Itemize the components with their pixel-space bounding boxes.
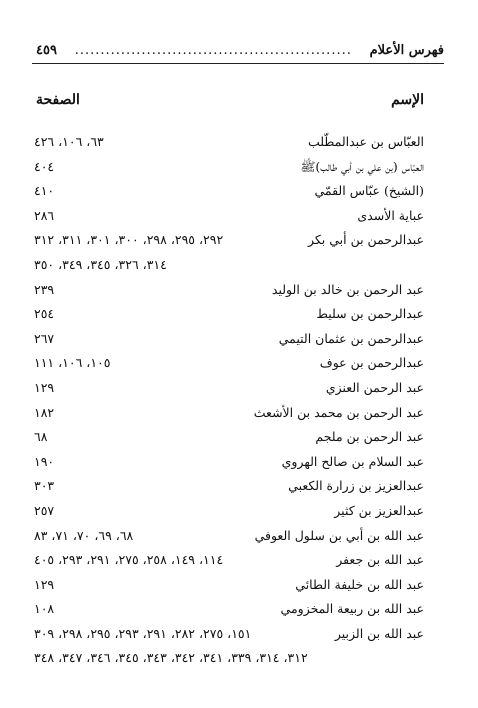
index-entries	[34, 134, 424, 675]
index-entry	[34, 355, 424, 380]
entry-name: عبد الرحمن بن محمد بن الأشعث	[253, 404, 424, 420]
entry-name: عبد الله بن ربيعة المخزومي	[280, 601, 424, 617]
header-page-number: ٤٥٩	[36, 42, 57, 58]
entry-name: عبد الرحمن بن خالد بن الوليد	[271, 281, 424, 297]
entry-pages: ١٢٩	[34, 576, 55, 592]
entry-name: (الشيخ) عبّاس القمّي	[314, 183, 424, 199]
index-entry	[34, 429, 424, 454]
entry-pages: ٢٥٤	[34, 306, 55, 322]
entry-name: عبدالرحمن بن أبي بكر	[307, 232, 424, 248]
entry-pages: ٢٥٧	[34, 502, 55, 518]
entry-pages: ٣٠٣	[34, 478, 55, 494]
entry-pages: ٣١٢، ٣١٤، ٣٣٩، ٣٤١، ٣٤٢، ٣٤٣، ٣٤٥، ٣٤٦، ٣٤٧، ٣٤٨	[34, 650, 308, 666]
entry-name: عبد الرحمن بن ملجم	[315, 429, 424, 445]
entry-pages: ٢٨٦	[34, 207, 55, 223]
entry-pages: ١٢٩	[34, 379, 55, 395]
entry-name: العبّاس بن عبدالمطّلب	[307, 134, 424, 149]
entry-name: عبدالرحمن بن عوف	[319, 355, 424, 371]
header-rule	[32, 63, 444, 64]
entry-pages: ٦٣، ١٠٦، ٤٢٦	[34, 134, 104, 149]
index-entry	[34, 306, 424, 331]
entry-name: العبّاس (بن علي بن أبي طالب)ﷺ	[300, 158, 424, 174]
header-leader-dots: ......................................................	[74, 42, 352, 58]
header-title: فهرس الأعلام	[369, 42, 444, 58]
index-entry	[34, 208, 424, 233]
entry-pages: ١١٤، ١٤٩، ٢٥٨، ٢٧٥، ٢٩١، ٢٩٣، ٤٠٥	[34, 552, 224, 568]
index-entry	[34, 282, 424, 307]
index-entry	[34, 577, 424, 602]
entry-pages: ٢٣٩	[34, 281, 55, 297]
index-entry	[34, 626, 424, 651]
entry-pages: ١٨٢	[34, 404, 55, 420]
entry-name: عبدالعزيز بن كثير	[334, 502, 424, 518]
entry-pages: ٣١٤، ٣٢٦، ٣٤٥، ٣٤٩، ٣٥٠	[34, 256, 167, 272]
column-heading-name: الإسم	[391, 92, 424, 108]
entry-name: عبدالرحمن بن سليط	[316, 306, 424, 322]
entry-pages: ٦٨	[34, 429, 48, 445]
entry-name: عبد الله بن خليفة الطائي	[295, 576, 424, 592]
running-header	[36, 40, 444, 60]
index-entry	[34, 601, 424, 626]
entry-name: عبدالرحمن بن عثمان التيمي	[278, 330, 424, 346]
index-entry	[34, 159, 424, 184]
entry-pages: ٢٩٢، ٢٩٥، ٢٩٨، ٣٠٠، ٣٠١، ٣١١، ٣١٢	[34, 232, 224, 248]
index-entry	[34, 650, 424, 675]
index-entry	[34, 454, 424, 479]
entry-pages: ٤١٠	[34, 183, 55, 199]
entry-name: عبدالعزيز بن زرارة الكعبي	[288, 478, 424, 494]
entry-pages: ٢٦٧	[34, 330, 55, 346]
index-entry	[34, 405, 424, 430]
index-entry	[34, 380, 424, 405]
entry-pages: ١٥١، ٢٧٥، ٢٨٢، ٢٩١، ٢٩٣، ٢٩٥، ٢٩٨، ٣٠٩	[34, 625, 252, 641]
entry-pages: ١٠٥، ١٠٦، ١١١	[34, 355, 111, 371]
entry-pages: ١٠٨	[34, 601, 55, 617]
entry-name: عبد الله بن أبي بن سلول العوفي	[254, 527, 424, 543]
index-entry	[34, 331, 424, 356]
entry-name: عبد الله بن جعفر	[336, 552, 424, 568]
index-entry	[34, 528, 424, 553]
entry-pages: ٦٨، ٦٩، ٧٠، ٧١، ٨٣	[34, 527, 134, 543]
entry-pages: ١٩٠	[34, 453, 55, 469]
entry-name: عبد السلام بن صالح الهروي	[281, 453, 424, 469]
index-entry	[34, 503, 424, 528]
entry-name: عبد الله بن الزبير	[334, 625, 424, 641]
column-heading-page: الصفحة	[36, 92, 80, 108]
index-entry	[34, 232, 424, 257]
entry-name: عباية الأسدى	[357, 207, 424, 223]
entry-pages: ٤٠٤	[34, 158, 55, 174]
index-entry	[34, 257, 424, 282]
entry-name: عبد الرحمن العنزي	[325, 379, 424, 395]
index-entry	[34, 478, 424, 503]
index-entry	[34, 552, 424, 577]
index-entry	[34, 183, 424, 208]
index-entry	[34, 134, 424, 159]
